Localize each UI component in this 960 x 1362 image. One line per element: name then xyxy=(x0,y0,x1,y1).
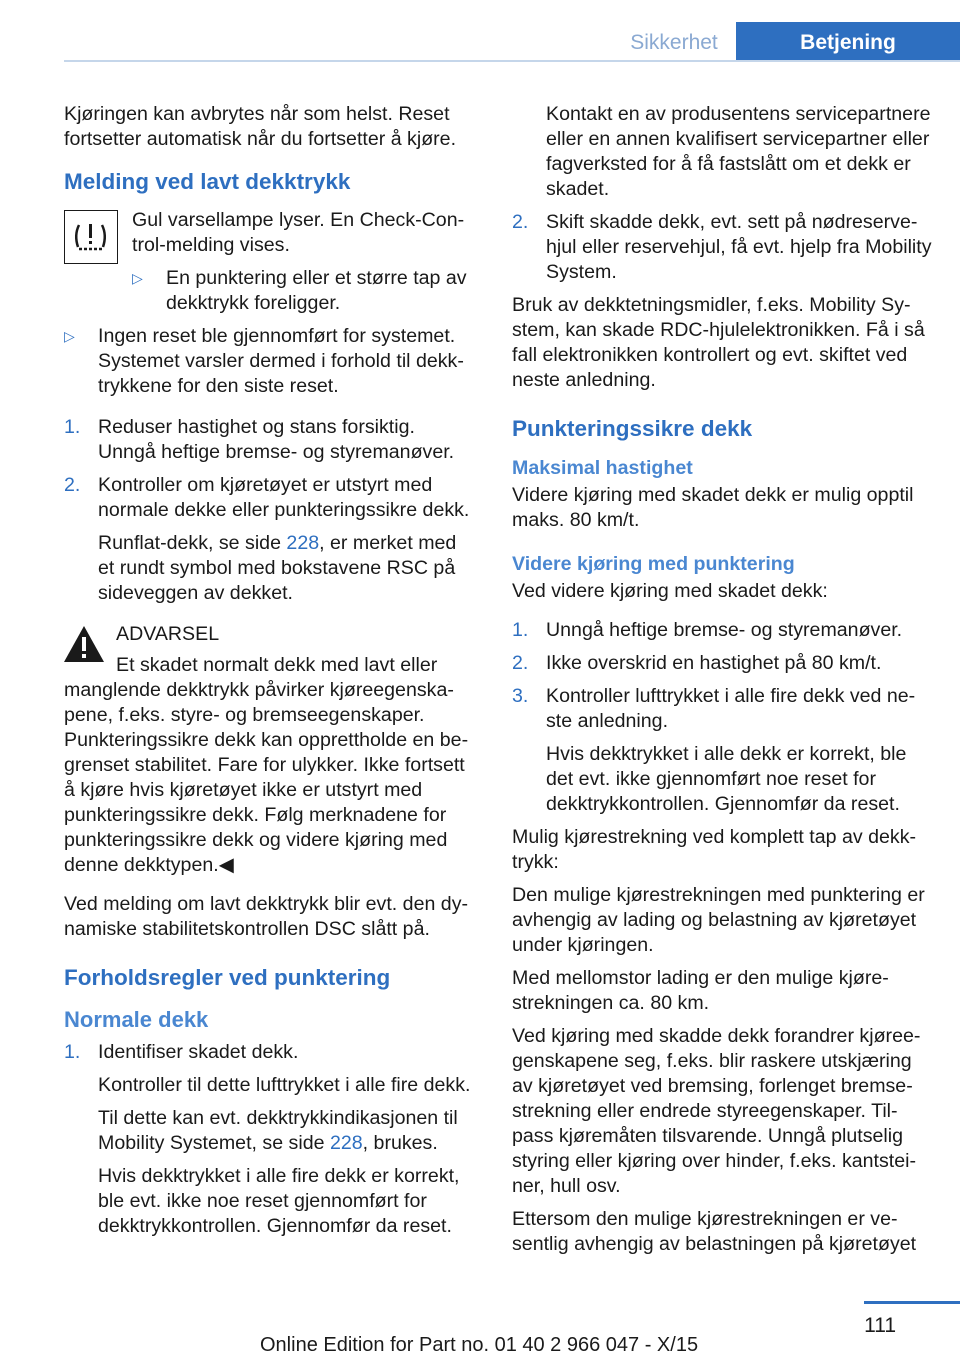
list-item xyxy=(512,651,932,676)
step-number: 2. xyxy=(512,652,529,674)
step-text: Ikke overskrid en hastighet på 80 km/t. xyxy=(546,652,882,674)
step-number: 1. xyxy=(64,416,81,438)
step-subtext-pre: Runflat-dekk, se side xyxy=(98,532,287,554)
step-number: 2. xyxy=(512,211,529,233)
triangle-bullet-icon: ▷ xyxy=(132,270,143,286)
intro-text: Kjøringen kan avbrytes når som helst. Reset fortsetter automatisk når du fortsetter å kjøre. xyxy=(64,103,457,150)
list-item xyxy=(512,210,932,285)
triangle-bullet-icon: ▷ xyxy=(64,328,75,344)
paragraph: Den mulige kjørestrekningen med punktering er avhengig av lading og belastning av kjøretøyet under kjøringen. xyxy=(512,884,925,956)
list-item xyxy=(64,415,478,465)
page-header xyxy=(0,0,960,62)
list-item xyxy=(64,1040,478,1247)
step-subtext-pre: Til dette kan evt. dekktrykkindikasjonen til Mobility Systemet, se side xyxy=(98,1107,458,1154)
step-text: Identifiser skadet dekk. xyxy=(98,1041,299,1063)
warning-triangle-icon xyxy=(62,624,106,664)
step-subtext-post: , er merket med et rundt symbol med bokstavene RSC på sideveggen av dekket. xyxy=(98,532,457,604)
paragraph: Med mellomstor lading er den mulige kjørestrekningen ca. 80 km. xyxy=(512,967,889,1014)
step-continuation: Kontakt en av produsentens servicepartnere eller en annen kvalifisert servicepartner eller fagverksted for å få fastslått om et dekk er skadet. xyxy=(546,103,931,200)
heading-punkteringssikre: Punkteringssikre dekk xyxy=(512,416,753,441)
header-divider xyxy=(64,60,960,62)
list-item xyxy=(512,102,932,202)
heading-forholdsregler: Forholdsregler ved punktering xyxy=(64,965,391,990)
paragraph: Mulig kjørestrekning ved komplett tap av dekktrykk: xyxy=(512,826,917,873)
warning-body: manglende dekktrykk påvirker kjøreegenskapene, f.eks. styre- og bremseegenskaper. Punkteringssikre dekk kan opprettholde en begrenset stabilitet. Fare for ulykker. Ikke fortsett å kjøre hvis kjøretøyet ikke er utstyrt med punkteringssikre dekk. Følg merknadene for punkteringssikre dekk og videre kjøring med denne dekktypen.◀ xyxy=(64,679,469,876)
step-text: Unngå heftige bremse- og styremanøver. xyxy=(546,619,903,641)
sub-item-text: En punktering eller et større tap av dekktrykk foreligger. xyxy=(166,267,467,314)
tire-pressure-warning-icon xyxy=(64,210,118,264)
page-link-228[interactable]: 228 xyxy=(286,532,320,554)
mobility-text: Bruk av dekktetningsmidler, f.eks. Mobility System, kan skade RDC-hjulelektronikken. Få i så fall elektronikken kontrollert og evt. skiftet ved neste anledning. xyxy=(512,294,925,391)
step-subtext: Kontroller til dette lufttrykket i alle fire dekk. xyxy=(98,1074,471,1096)
warning-first-line: Et skadet normalt dekk med lavt eller xyxy=(116,654,438,676)
step-subtext xyxy=(98,531,478,606)
list-item xyxy=(512,618,932,643)
warning-lamp-block xyxy=(64,208,478,324)
step-number: 3. xyxy=(512,685,529,707)
page-link-228[interactable]: 228 xyxy=(329,1132,363,1154)
icon-text: Gul varsellampe lyser. En Check-Control-melding vises. xyxy=(132,209,465,256)
step-text: Kontroller om kjøretøyet er utstyrt med normale dekke eller punkteringssikre dekk. xyxy=(98,474,470,521)
page-number: 111 xyxy=(864,1314,896,1337)
step-text: Kontroller lufttrykket i alle fire dekk ved neste anledning. xyxy=(546,685,916,732)
warning-block xyxy=(64,622,478,878)
step-text: Skift skadde dekk, evt. sett på nødreservehjul eller reservehjul, få evt. hjelp fra Mobility System. xyxy=(546,211,932,283)
tab-sikkerhet[interactable]: Sikkerhet xyxy=(630,31,718,54)
footer-accent-line xyxy=(864,1301,960,1304)
heading-videre-kjoring: Videre kjøring med punktering xyxy=(512,553,795,575)
list-item xyxy=(64,473,478,614)
warning-title: ADVARSEL xyxy=(116,623,220,645)
heading-maksimal-hastighet: Maksimal hastighet xyxy=(512,457,693,479)
dsc-text: Ved melding om lavt dekktrykk blir evt. den dynamiske stabilitetskontrollen DSC slått på. xyxy=(64,893,469,940)
maks-text: Videre kjøring med skadet dekk er mulig opptil maks. 80 km/t. xyxy=(512,484,914,531)
sub-item-text: Ingen reset ble gjennomført for systemet. Systemet varsler dermed i forhold til dekktrykkene for den siste reset. xyxy=(98,325,464,397)
step-subtext xyxy=(98,1106,478,1156)
step-number: 2. xyxy=(64,474,81,496)
right-column xyxy=(512,102,932,1265)
videre-text: Ved videre kjøring med skadet dekk: xyxy=(512,580,828,602)
step-subtext-post: , brukes. xyxy=(362,1132,438,1154)
list-item xyxy=(64,324,478,399)
step-subtext: Hvis dekktrykket i alle dekk er korrekt, ble det evt. ikke gjennomført noe reset for dekktrykkontrollen. Gjennomfør da reset. xyxy=(546,743,907,815)
heading-melding: Melding ved lavt dekktrykk xyxy=(64,169,351,194)
edition-text: Online Edition for Part no. 01 40 2 966 047 - X/15 xyxy=(260,1334,699,1356)
list-item xyxy=(132,266,478,316)
tab-betjening[interactable]: Betjening xyxy=(736,22,960,62)
step-subtext: Hvis dekktrykket i alle fire dekk er korrekt, ble evt. ikke noe reset gjennomført for dekktrykkontrollen. Gjennomfør da reset. xyxy=(98,1165,460,1237)
paragraph: Ettersom den mulige kjørestrekningen er vesentlig avhengig av belastningen på kjøretøyet xyxy=(512,1208,917,1255)
step-number: 1. xyxy=(64,1041,81,1063)
step-number: 1. xyxy=(512,619,529,641)
left-column xyxy=(64,102,478,1255)
heading-normale-dekk: Normale dekk xyxy=(64,1007,209,1032)
paragraph: Ved kjøring med skadde dekk forandrer kjøreegenskapene seg, f.eks. blir raskere utskjæring av kjøretøyet ved bremsing, forlenget bremsestrekning eller endrede styreegenskaper. Tilpass kjøremåten tilsvarende. Unngå plutselig styring eller kjøring over hinder, f.eks. kantsteiner, hull osv. xyxy=(512,1025,921,1197)
step-number-spacer xyxy=(512,102,546,202)
step-text: Reduser hastighet og stans forsiktig. Unngå heftige bremse- og styremanøver. xyxy=(98,416,455,463)
list-item xyxy=(512,684,932,817)
